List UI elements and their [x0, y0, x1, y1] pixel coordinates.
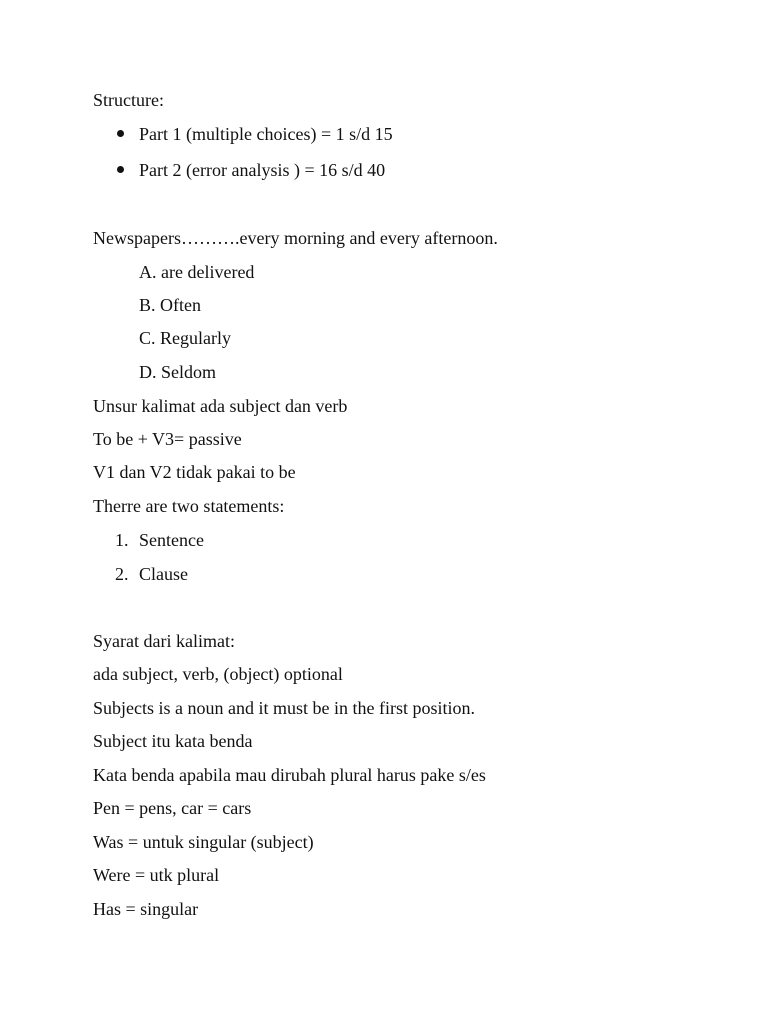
note-line: Were = utk plural — [93, 865, 220, 885]
note-line: V1 dan V2 tidak pakai to be — [93, 462, 296, 482]
structure-item: Part 1 (multiple choices) = 1 s/d 15 — [139, 124, 393, 144]
list-item-text: Sentence — [139, 530, 204, 550]
list-number: 2. — [115, 564, 129, 584]
note-line: Therre are two statements: — [93, 496, 285, 516]
structure-heading: Structure: — [93, 90, 164, 110]
answer-option: C. Regularly — [139, 328, 231, 348]
note-line: Has = singular — [93, 899, 199, 919]
answer-option: B. Often — [139, 295, 201, 315]
note-line: Kata benda apabila mau dirubah plural harus pake s/es — [93, 765, 486, 785]
note-line: ada subject, verb, (object) optional — [93, 664, 343, 684]
bullet-icon — [117, 166, 124, 173]
list-item-text: Clause — [139, 564, 188, 584]
note-line: Pen = pens, car = cars — [93, 798, 252, 818]
answer-option: A. are delivered — [139, 262, 255, 282]
note-line: Subject itu kata benda — [93, 731, 253, 751]
answer-option: D. Seldom — [139, 362, 217, 382]
list-number: 1. — [115, 530, 129, 550]
note-line: Unsur kalimat ada subject dan verb — [93, 396, 348, 416]
bullet-icon — [117, 130, 124, 137]
structure-item: Part 2 (error analysis ) = 16 s/d 40 — [139, 160, 386, 180]
note-line: To be + V3= passive — [93, 429, 242, 449]
note-line: Was = untuk singular (subject) — [93, 832, 314, 852]
question-stem: Newspapers……….every morning and every afternoon. — [93, 228, 498, 248]
note-line: Subjects is a noun and it must be in the first position. — [93, 698, 475, 718]
note-line: Syarat dari kalimat: — [93, 631, 235, 651]
